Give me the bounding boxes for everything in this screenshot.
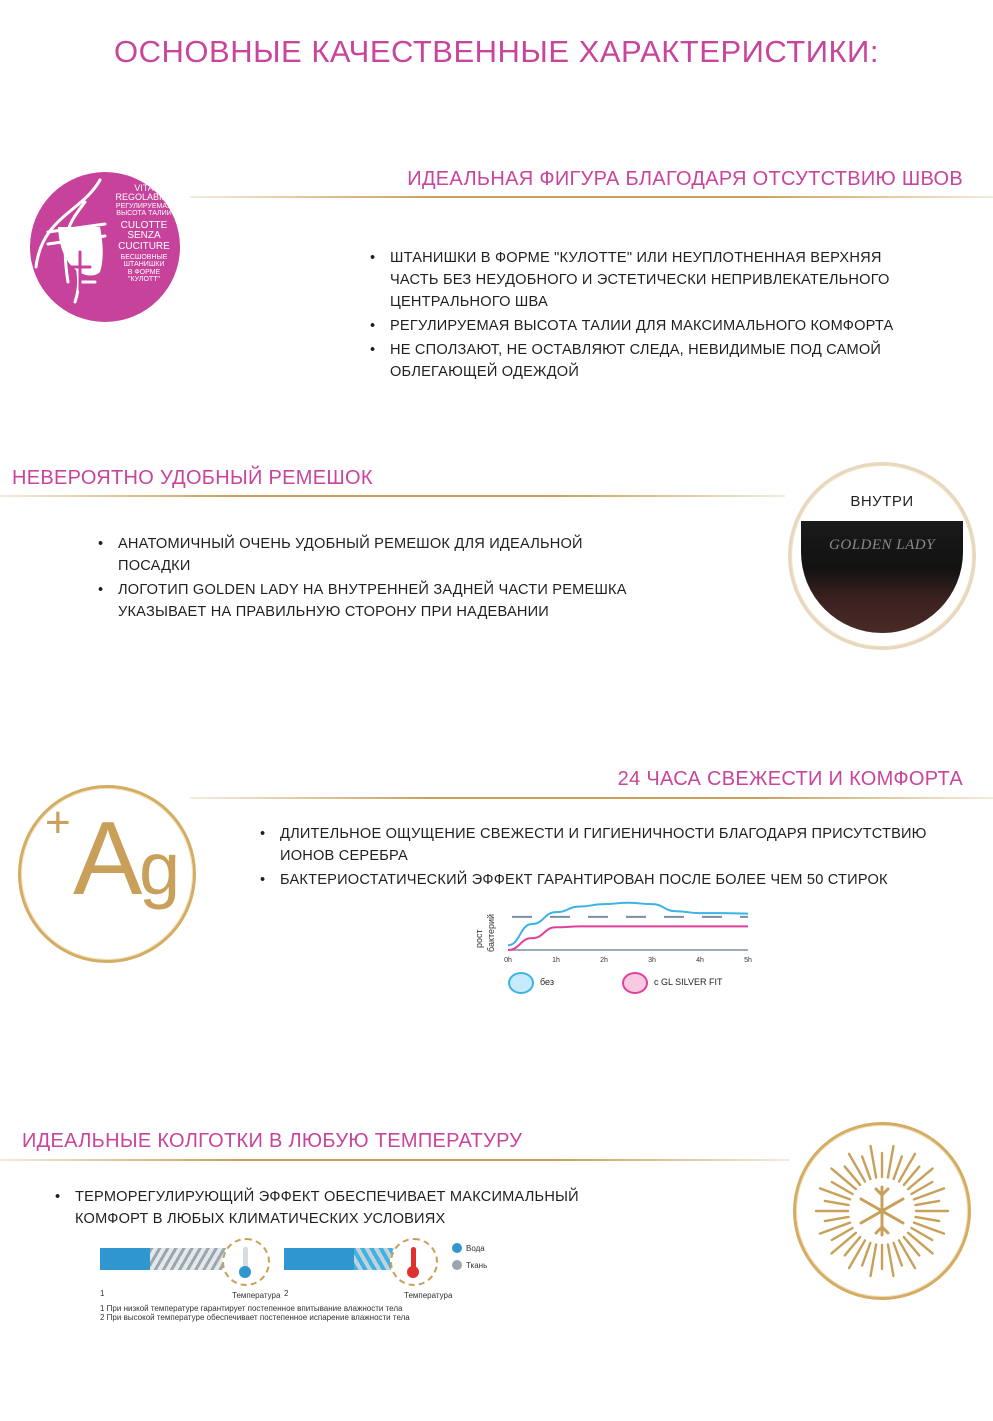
x-tick-label: 0h: [504, 957, 512, 964]
badge-line: SENZA: [127, 230, 161, 242]
series-line-2: [508, 926, 748, 950]
thermo-diagram: [100, 1238, 500, 1298]
sun-ray: [908, 1233, 933, 1254]
symbol-g: g: [139, 827, 181, 910]
list-item: • РЕГУЛИРУЕМАЯ ВЫСОТА ТАЛИИ ДЛЯ МАКСИМАЛЬНОГО КОМФОРТА: [370, 315, 910, 337]
snowflake-sun-icon: [793, 1122, 971, 1300]
footnote-1: 1 При низкой температуре гарантирует постепенное впитывание влажности тела: [100, 1304, 403, 1313]
badge-line: РЕГУЛИРУЕМАЯ: [115, 202, 173, 210]
thermometer-hot-icon: [390, 1238, 438, 1286]
fabric-bar-1: [100, 1248, 150, 1270]
sun-ray: [894, 1156, 902, 1179]
section-title: ИДЕАЛЬНЫЕ КОЛГОТКИ В ЛЮБУЮ ТЕМПЕРАТУРУ: [22, 1130, 523, 1152]
chart-legend: [508, 972, 768, 996]
sun-ray: [825, 1201, 849, 1205]
silver-ion-icon: [18, 785, 196, 963]
temp-label-1: Температура: [232, 1291, 281, 1300]
list-item: • ТЕРМОРЕГУЛИРУЮЩИЙ ЭФФЕКТ ОБЕСПЕЧИВАЕТ МАКСИМАЛЬНЫЙ КОМФОРТ В ЛЮБЫХ КЛИМАТИЧЕСКИХ УСЛОВИЯХ: [55, 1186, 615, 1230]
feature-list: [98, 533, 658, 625]
badge-line: CULOTTE: [120, 219, 168, 231]
section-title: 24 ЧАСА СВЕЖЕСТИ И КОМФОРТА: [617, 768, 963, 790]
sun-ray: [888, 1146, 894, 1178]
legend-water-icon: [452, 1243, 462, 1253]
divider: [190, 196, 993, 198]
waistband-image: [801, 521, 963, 633]
diagram-label-1: 1: [100, 1289, 105, 1298]
inside-label: ВНУТРИ: [850, 493, 914, 510]
list-item: • АНАТОМИЧНЫЙ ОЧЕНЬ УДОБНЫЙ РЕМЕШОК ДЛЯ ИДЕАЛЬНОЙ ПОСАДКИ: [98, 533, 658, 577]
feature-list: [260, 823, 940, 893]
sun-ray: [831, 1169, 856, 1190]
sun-ray: [871, 1146, 877, 1178]
sun-ray: [862, 1156, 870, 1179]
legend-swatch-blue-icon: [508, 972, 534, 994]
legend-label: с GL SILVER FIT: [654, 977, 723, 987]
x-tick-label: 5h: [744, 957, 752, 964]
sun-ray: [871, 1244, 877, 1276]
legend-swatch-pink-icon: [622, 972, 648, 994]
temp-label-2: Температура: [404, 1291, 453, 1300]
legend-label: без: [540, 977, 554, 987]
divider: [0, 495, 785, 497]
divider: [190, 797, 993, 799]
fabric-bar-2: [284, 1248, 354, 1270]
badge-line: БЕСШОВНЫЕ: [120, 254, 168, 262]
badge-line: В ФОРМЕ: [127, 268, 161, 276]
section-title: ИДЕАЛЬНАЯ ФИГУРА БЛАГОДАРЯ ОТСУТСТВИЮ ШВОВ: [407, 168, 963, 190]
list-item: • НЕ СПОЛЗАЮТ, НЕ ОСТАВЛЯЮТ СЛЕДА, НЕВИДИМЫЕ ПОД САМОЙ ОБЛЕГАЮЩЕЙ ОДЕЖДОЙ: [370, 339, 910, 383]
badge-line: REGOLABILE: [115, 192, 173, 203]
sun-ray: [862, 1243, 870, 1266]
sun-ray: [831, 1233, 856, 1254]
x-tick-label: 3h: [648, 957, 656, 964]
sun-ray: [894, 1243, 902, 1266]
y-axis-label: рост: [474, 929, 484, 948]
golden-lady-logo-text: GOLDEN LADY: [829, 537, 935, 553]
sun-ray: [888, 1244, 894, 1276]
page-title: ОСНОВНЫЕ КАЧЕСТВЕННЫЕ ХАРАКТЕРИСТИКИ:: [114, 34, 879, 69]
series-line-1: [508, 903, 748, 946]
x-tick-label: 1h: [552, 957, 560, 964]
list-item: • ДЛИТЕЛЬНОЕ ОЩУЩЕНИЕ СВЕЖЕСТИ И ГИГИЕНИЧНОСТИ БЛАГОДАРЯ ПРИСУТСТВИЮ ИОНОВ СЕРЕБРА: [260, 823, 940, 867]
feature-list: [55, 1186, 615, 1232]
x-tick-label: 2h: [600, 957, 608, 964]
badge-line: ВЫСОТА ТАЛИИ: [116, 210, 172, 218]
y-axis-label: бактерий: [486, 913, 496, 952]
list-item: • БАКТЕРИОСТАТИЧЕСКИЙ ЭФФЕКТ ГАРАНТИРОВАН ПОСЛЕ БОЛЕЕ ЧЕМ 50 СТИРОК: [260, 869, 940, 891]
thermometer-cold-icon: [222, 1238, 270, 1286]
sun-ray: [825, 1217, 849, 1221]
badge-line: ШТАНИШКИ: [123, 261, 165, 269]
legend-fabric-icon: [452, 1260, 462, 1270]
legend-fabric-label: Ткань: [466, 1261, 488, 1270]
waistband-photo-frame: [788, 462, 976, 650]
feature-list: [370, 247, 910, 385]
x-tick-label: 4h: [696, 957, 704, 964]
divider: [0, 1159, 790, 1161]
sun-ray: [908, 1169, 933, 1190]
list-item: • ШТАНИШКИ В ФОРМЕ "КУЛОТТЕ" ИЛИ НЕУПЛОТНЕННАЯ ВЕРХНЯЯ ЧАСТЬ БЕЗ НЕУДОБНОГО И ЭСТЕТИЧЕСКИ НЕПРИВЛЕКАТЕЛЬНОГО ЦЕНТРАЛЬНОГО ШВА: [370, 247, 910, 313]
diagram-label-2: 2: [284, 1289, 289, 1298]
badge-line: VITA: [134, 183, 154, 193]
badge-line: CUCITURE: [118, 240, 170, 252]
sun-ray: [915, 1217, 939, 1221]
plus-symbol: +: [45, 798, 71, 847]
list-item: • ЛОГОТИП GOLDEN LADY НА ВНУТРЕННЕЙ ЗАДНЕЙ ЧАСТИ РЕМЕШКА УКАЗЫВАЕТ НА ПРАВИЛЬНУЮ СТОРОНУ ПРИ НАДЕВАНИИ: [98, 579, 658, 623]
symbol-A: A: [73, 801, 143, 917]
sun-ray: [915, 1201, 939, 1205]
section-title: НЕВЕРОЯТНО УДОБНЫЙ РЕМЕШОК: [12, 467, 373, 489]
legend-water-label: Вода: [466, 1244, 485, 1253]
snowflake-icon: [796, 1125, 968, 1297]
seamless-badge: [30, 172, 180, 322]
footnote-2: 2 При высокой температуре обеспечивает постепенное испарение влажности тела: [100, 1313, 410, 1322]
badge-line: "КУЛОТТ": [128, 276, 160, 284]
